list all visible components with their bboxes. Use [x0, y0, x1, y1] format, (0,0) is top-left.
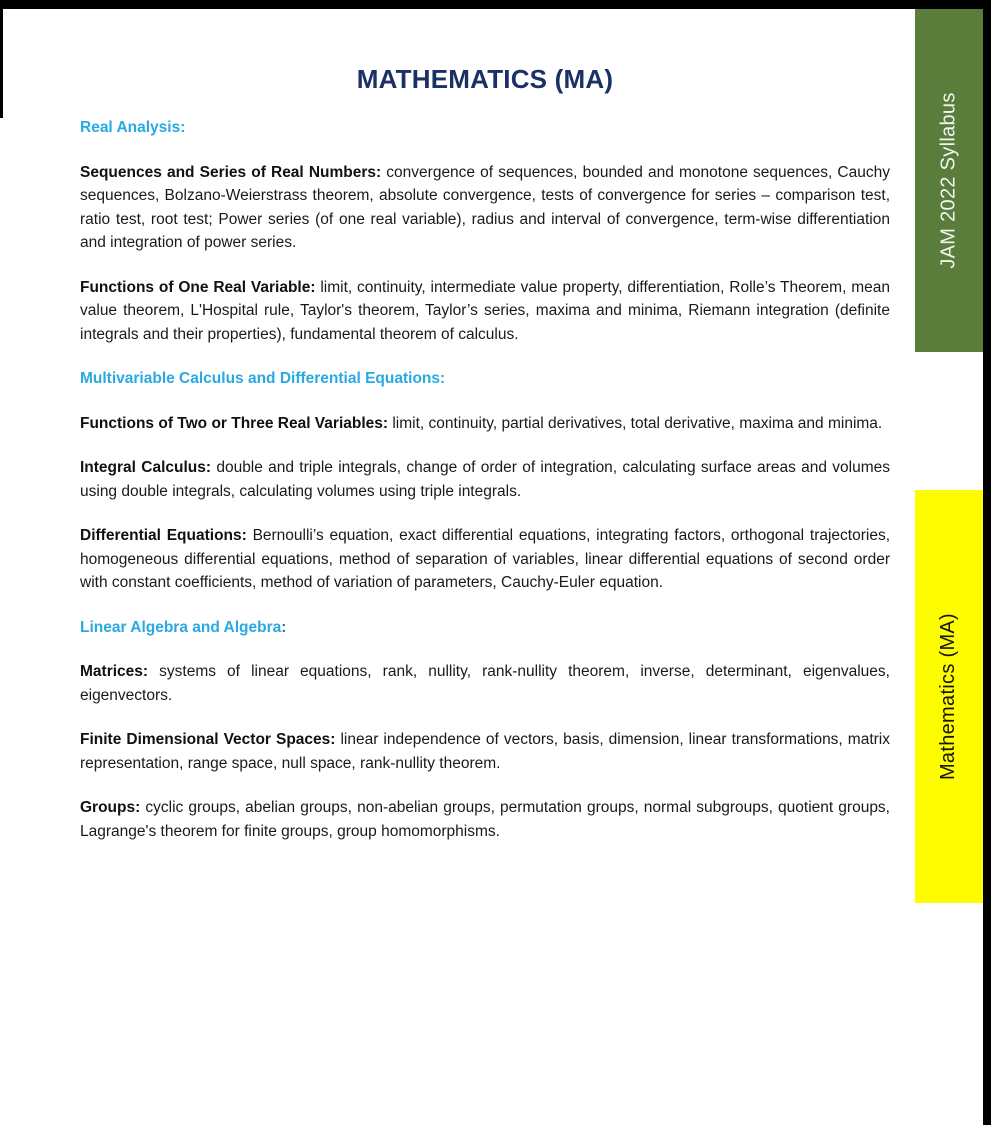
paragraph-body: cyclic groups, abelian groups, non-abelian groups, permutation groups, normal subgroups, quotient groups, Lagrange's theorem for finite groups, group homomorphisms. [80, 799, 890, 840]
paragraph-groups [80, 796, 890, 843]
section-heading-linear-algebra [80, 616, 890, 640]
section-heading-multivariable-calculus [80, 367, 890, 391]
paragraph-matrices [80, 660, 890, 707]
paragraph-body: convergence of sequences, bounded and monotone sequences, Cauchy sequences, Bolzano-Weierstrass theorem, absolute convergence, tests of convergence for series – comparison test, ratio test, root test; Power series (of one real variable), radius and interval of convergence, term-wise differentiation and integration of power series. [80, 163, 890, 251]
paragraph-body: limit, continuity, intermediate value property, differentiation, Rolle’s Theorem, mean value theorem, L'Hospital rule, Taylor's theorem, Taylor’s series, maxima and minima, Riemann integration (definite integrals and their properties), fundamental theorem of calculus. [80, 278, 890, 343]
paragraph-lead: Integral Calculus: [80, 459, 217, 476]
paragraph-lead: Matrices: [80, 663, 160, 680]
tab-jam-2022-syllabus[interactable] [915, 9, 983, 352]
paragraph-lead: Sequences and Series of Real Numbers: [80, 163, 387, 181]
paragraph-sequences-and-series [80, 161, 890, 255]
section-heading-colon: : [281, 618, 287, 636]
page-title: MATHEMATICS (MA) [356, 64, 614, 94]
paragraph-lead: Functions of One Real Variable: [80, 278, 321, 296]
paragraph-lead: Functions of Two or Three Real Variables: [80, 414, 393, 432]
section-heading-real-analysis [80, 116, 890, 140]
paragraph-body: systems of linear equations, rank, nullity, rank-nullity theorem, inverse, determinant, eigenvalues, eigenvectors. [80, 663, 890, 704]
tab-label-jam-2022-syllabus: JAM 2022 Syllabus [937, 92, 960, 269]
paragraph-lead: Differential Equations: [80, 527, 253, 544]
paragraph-lead: Finite Dimensional Vector Spaces: [80, 731, 341, 748]
section-heading-text: Multivariable Calculus and Differential Equations: [80, 370, 446, 387]
paragraph-lead: Groups: [80, 799, 146, 816]
paragraph-body: Bernoulli’s equation, exact differential equations, integrating factors, orthogonal trajectories, homogeneous differential equations, method of separation of variables, linear differential equations of second order with constant coefficients, method of variation of parameters, Cauchy-Euler equation. [80, 527, 890, 591]
paragraph-body: double and triple integrals, change of order of integration, calculating surface areas and volumes using double integrals, calculating volumes using triple integrals. [80, 459, 890, 500]
section-heading-text: Linear Algebra and Algebra [80, 618, 282, 636]
document-content [80, 0, 890, 843]
tab-mathematics-ma[interactable] [915, 490, 983, 903]
paragraph-differential-equations [80, 524, 890, 595]
section-heading-text: Real Analysis: [80, 119, 186, 136]
tab-label-mathematics-ma: Mathematics (MA) [937, 612, 960, 781]
paragraph-body: linear independence of vectors, basis, dimension, linear transformations, matrix representation, range space, null space, rank-nullity theorem. [80, 731, 890, 772]
paragraph-finite-dimensional-vector-spaces [80, 728, 890, 775]
paragraph-functions-two-three-variables [80, 412, 890, 436]
paragraph-integral-calculus [80, 456, 890, 503]
right-border [983, 0, 991, 1125]
paragraph-body: limit, continuity, partial derivatives, total derivative, maxima and minima. [392, 414, 883, 432]
left-border [0, 0, 3, 118]
paragraph-functions-one-real-variable [80, 276, 890, 347]
